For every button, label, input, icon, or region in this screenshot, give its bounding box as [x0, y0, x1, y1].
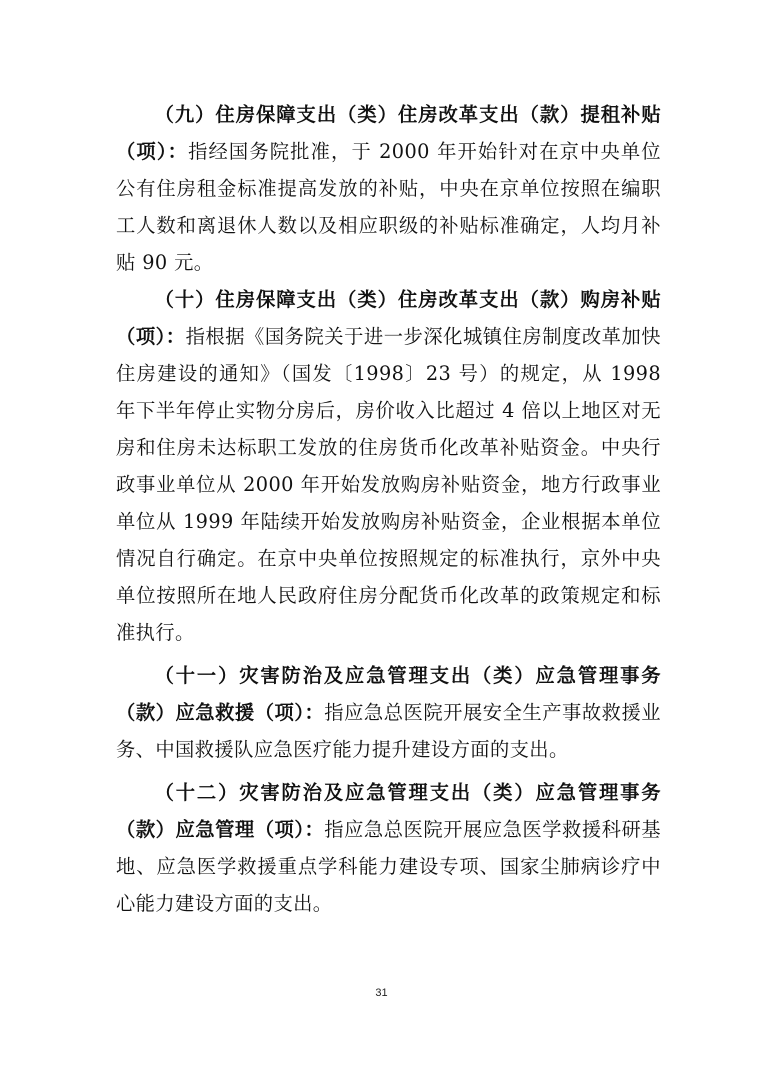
section-10-body: 指根据《国务院关于进一步深化城镇住房制度改革加快住房建设的通知》（国发〔1998〕23 号）的规定，从 1998 年下半年停止实物分房后，房价收入比超过 4 倍以上地区对无房和住房未达标职工发放的住房货币化改革补贴资金。中央行政事业单位从 2000 年开始发放购房补贴资金，地方行政事业单位从 1999 年陆续开始发放购房补贴资金，企业根据本单位情况自行确定。在京中央单位按照规定的标准执行，京外中央单位按照所在地人民政府住房分配货币化改革的政策规定和标准执行。 [116, 325, 661, 644]
page-number: 31 [375, 987, 388, 999]
section-10-heading: （十）住房保障支出（类）住房改革支出（款）购房补贴（项）： [116, 288, 661, 348]
section-9-body: 指经国务院批准，于 2000 年开始针对在京中央单位公有住房租金标准提高发放的补贴，中央在京单位按照在编职工人数和离退休人数以及相应职级的补贴标准确定，人均月补贴 90 元。 [116, 140, 661, 274]
section-12-heading: （十二）灾害防治及应急管理支出（类）应急管理事务（款）应急管理（项）： [116, 781, 661, 841]
section-9-heading: （九）住房保障支出（类）住房改革支出（款）提租补贴（项）： [116, 103, 661, 163]
section-11-paragraph [116, 657, 661, 768]
section-12-body: 指应急总医院开展应急医学救援科研基地、应急医学救援重点学科能力建设专项、国家尘肺病诊疗中心能力建设方面的支出。 [116, 818, 661, 915]
section-11-heading: （十一）灾害防治及应急管理支出（类）应急管理事务（款）应急救援（项）： [116, 664, 661, 724]
section-12-paragraph [116, 774, 661, 922]
section-11-body: 指应急总医院开展安全生产事故救援业务、中国救援队应急医疗能力提升建设方面的支出。 [116, 701, 661, 761]
section-10-paragraph [116, 281, 661, 651]
section-9-paragraph [116, 96, 661, 281]
document-body [116, 96, 661, 922]
